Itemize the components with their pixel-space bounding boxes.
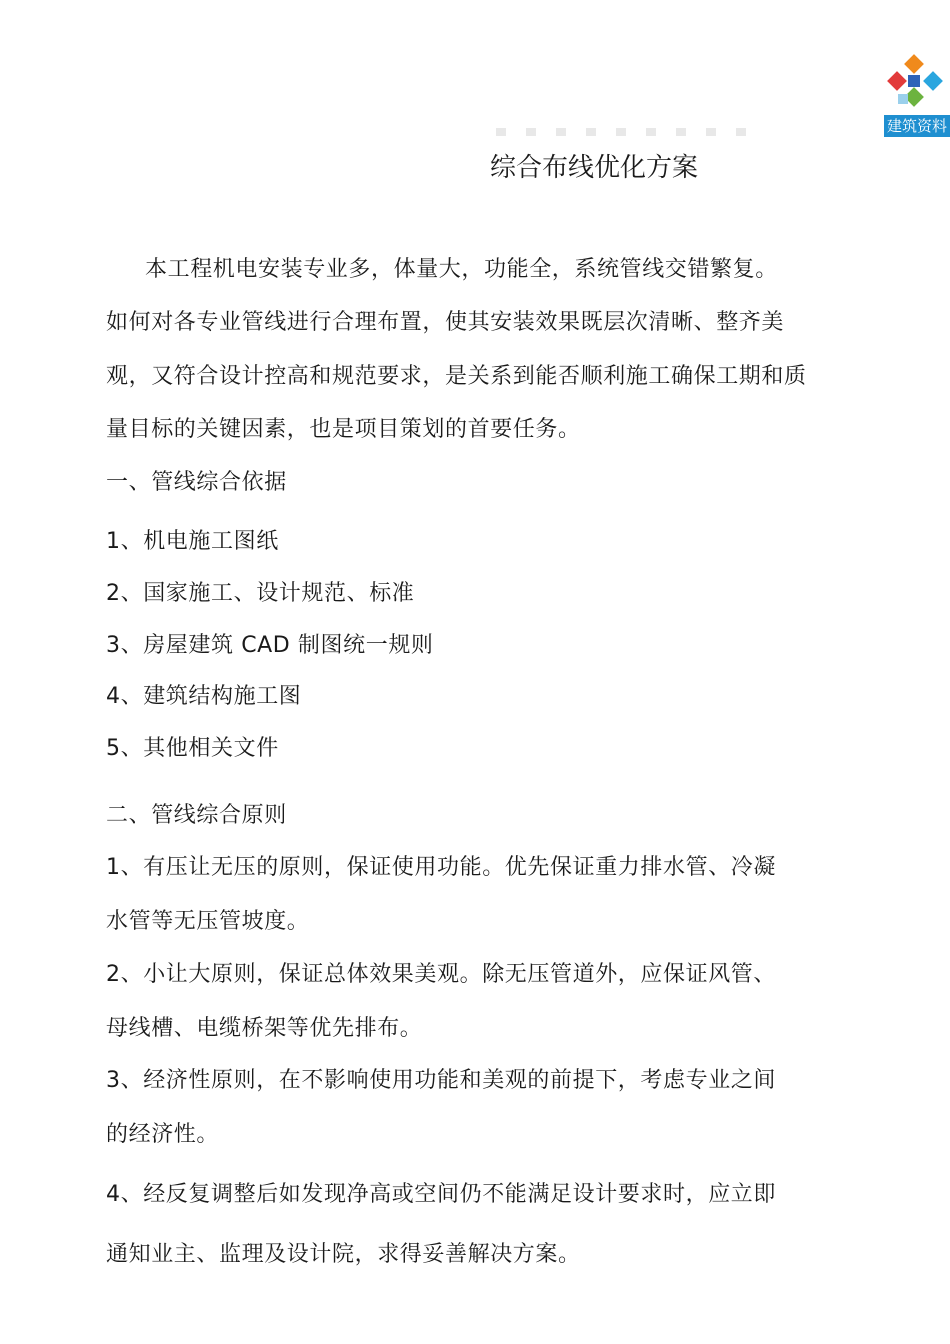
paragraph-line: 1、有压让无压的原则，保证使用功能。优先保证重力排水管、冷凝: [106, 855, 776, 880]
faint-header-marks: [496, 128, 746, 136]
paragraph-line: 的经济性。: [106, 1122, 220, 1147]
pinwheel-logo-icon: [884, 54, 950, 114]
list-item: 4、建筑结构施工图: [106, 684, 302, 709]
paragraph-line: 水管等无压管坡度。: [106, 909, 310, 934]
paragraph-line: 如何对各专业管线进行合理布置，使其安装效果既层次清晰、整齐美: [106, 310, 785, 335]
list-item: 1、机电施工图纸: [106, 529, 279, 554]
list-item: 2、国家施工、设计规范、标准: [106, 581, 415, 606]
list-item: 5、其他相关文件: [106, 736, 279, 761]
paragraph-line: 母线槽、电缆桥架等优先排布。: [106, 1016, 423, 1041]
paragraph-line: 3、经济性原则，在不影响使用功能和美观的前提下，考虑专业之间: [106, 1068, 776, 1093]
paragraph-line: 2、小让大原则，保证总体效果美观。除无压管道外，应保证风管、: [106, 962, 776, 987]
logo: [884, 54, 950, 140]
list-item: 3、房屋建筑 CAD 制图统一规则: [106, 633, 434, 658]
paragraph-line: 本工程机电安装专业多，体量大，功能全，系统管线交错繁复。: [145, 257, 778, 282]
section-heading: 二、管线综合原则: [106, 803, 287, 828]
paragraph-line: 通知业主、监理及设计院，求得妥善解决方案。: [106, 1242, 581, 1267]
logo-text: 建筑资料: [884, 115, 950, 137]
paragraph-line: 观，又符合设计控高和规范要求，是关系到能否顺利施工确保工期和质: [106, 364, 807, 389]
section-heading: 一、管线综合依据: [106, 470, 287, 495]
page-title: 综合布线优化方案: [490, 153, 699, 183]
paragraph-line: 4、经反复调整后如发现净高或空间仍不能满足设计要求时，应立即: [106, 1182, 776, 1207]
paragraph-line: 量目标的关键因素，也是项目策划的首要任务。: [106, 417, 581, 442]
